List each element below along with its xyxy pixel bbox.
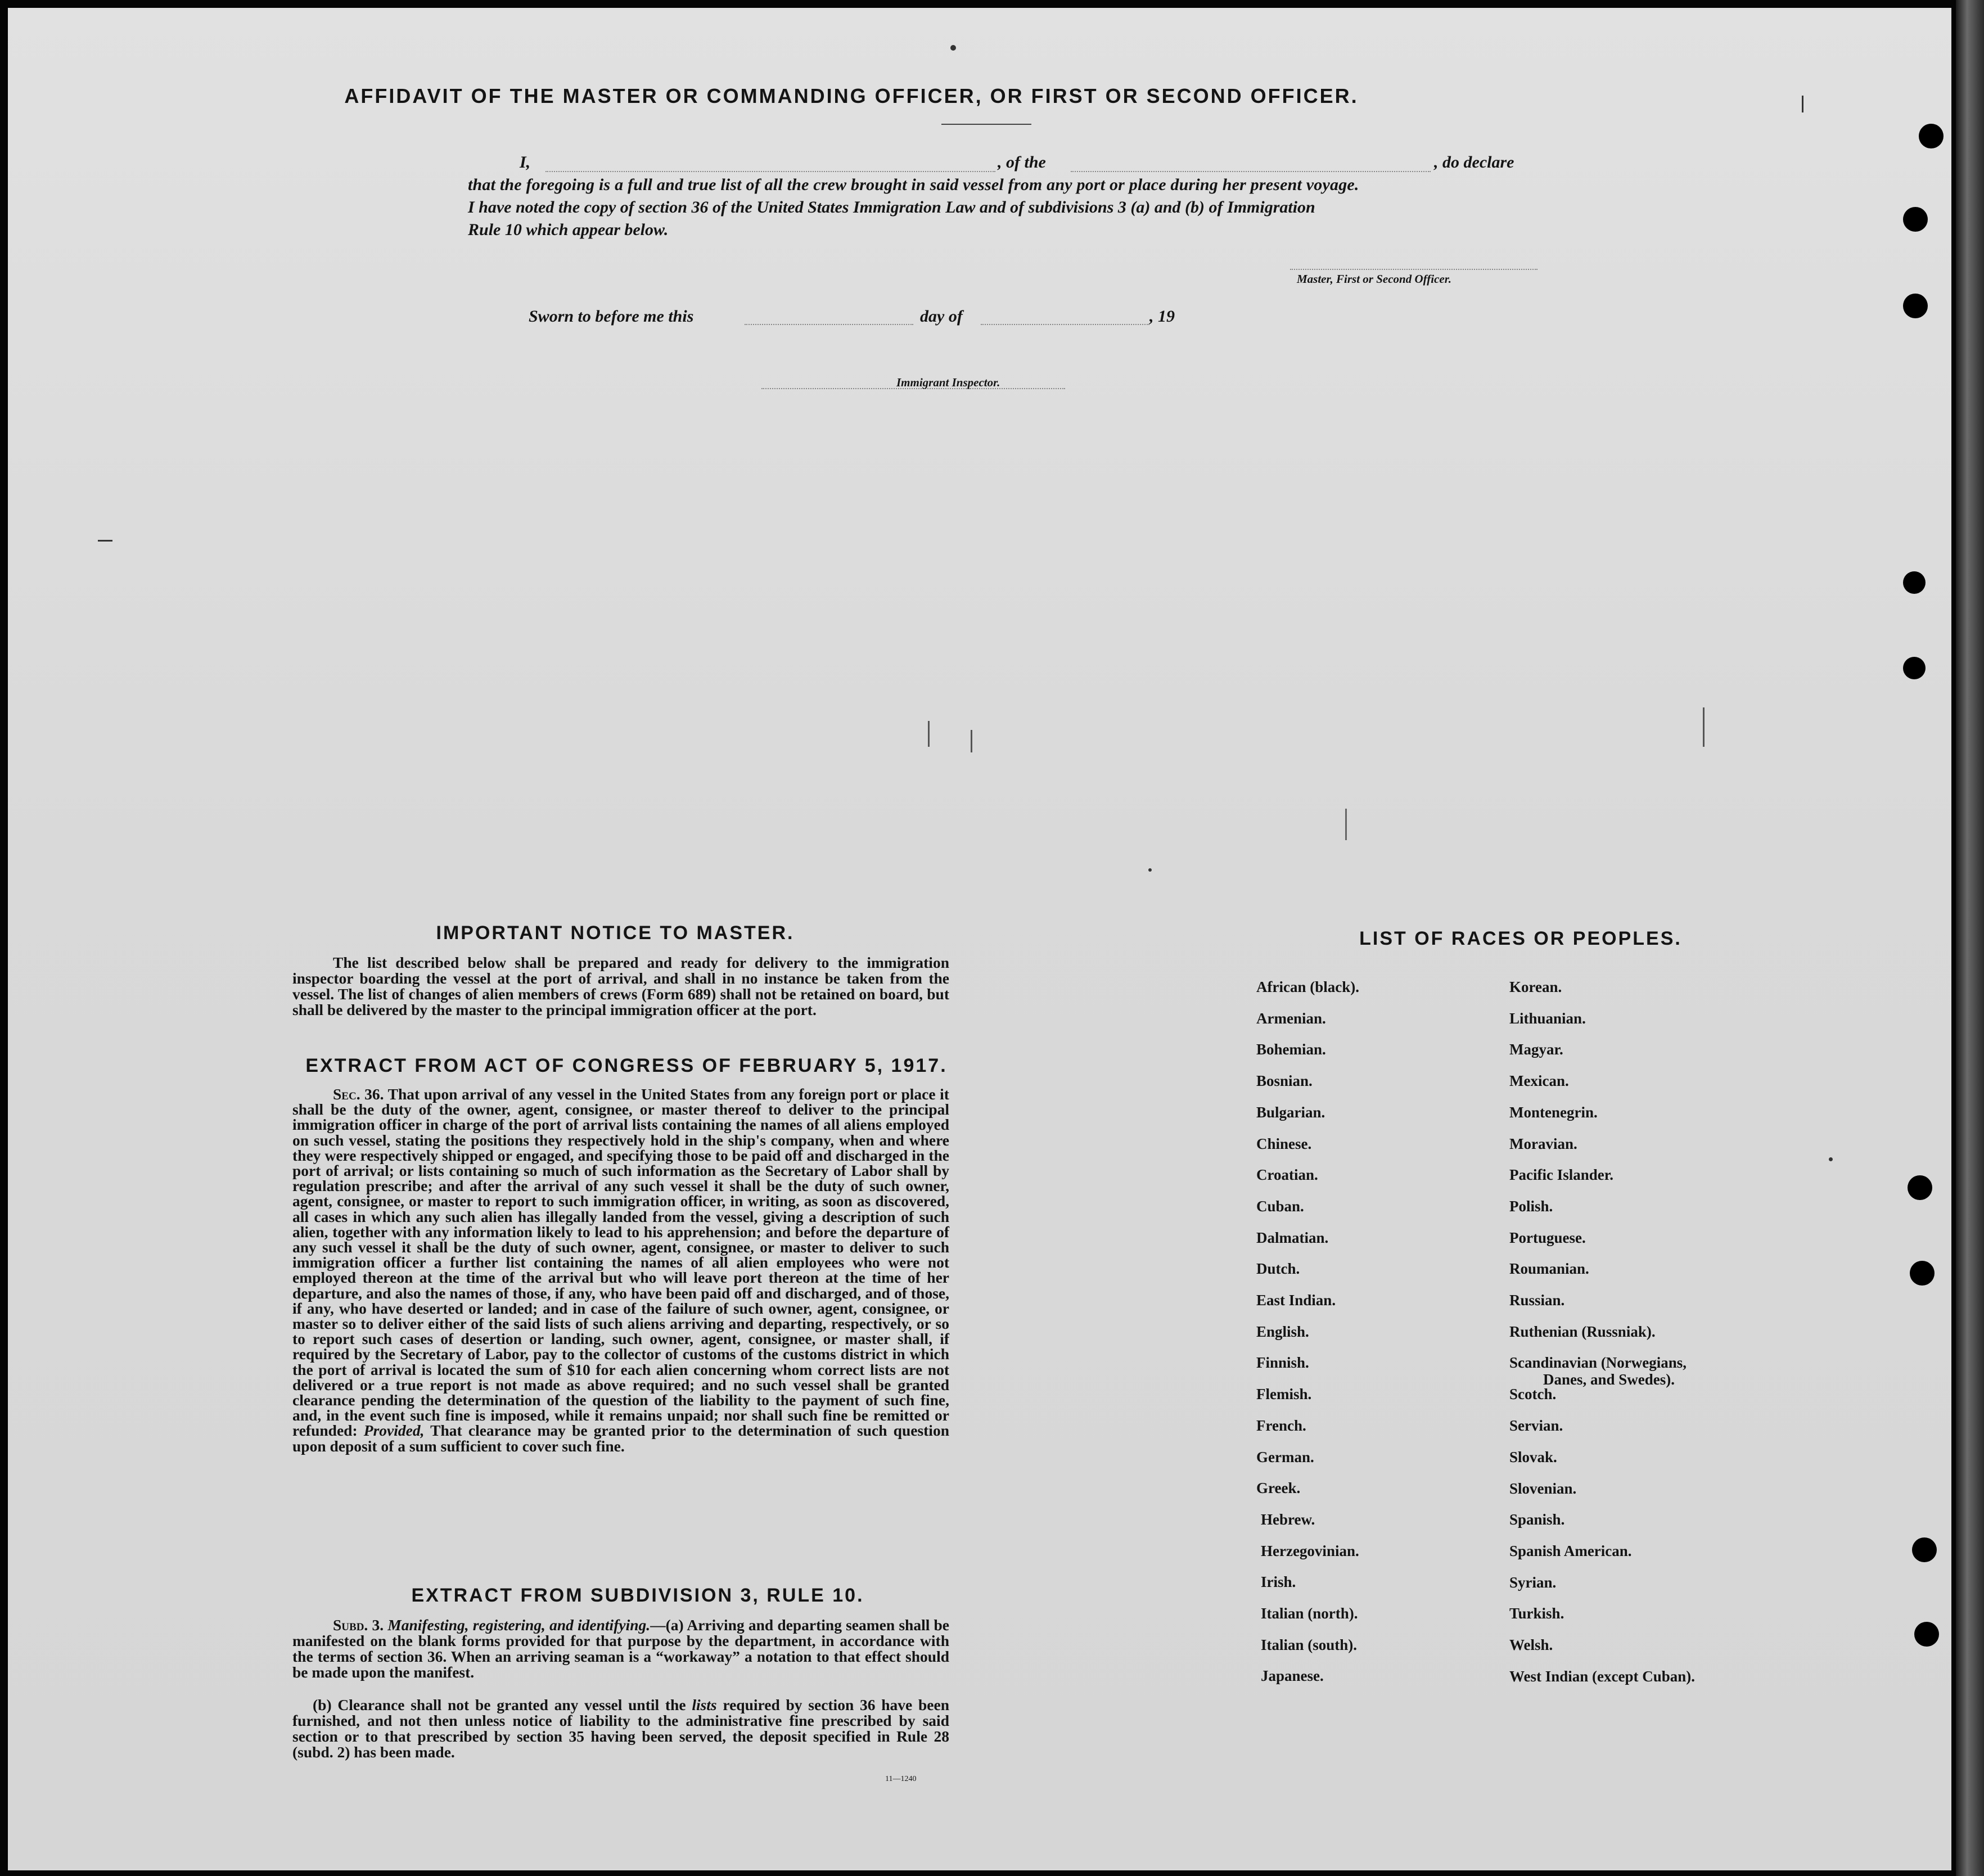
race-item: German. <box>1256 1448 1314 1465</box>
sec-36-body: That upon arrival of any vessel in the United States from any foreign port or place it shall be the duty of the owner, agent, consignee, or master thereof to deliver to the principal immigration officer in charge of the port of arrival lists containing the names of all aliens employed on such vessel, stating the positions they respectively hold in the ship's company, when and where they were respectively shipped or engaged, and specifying those to be paid off and discharged in the port of arrival; or lists containing so much of such information as the Secretary of Labor shall by regulation prescribe; and after the arrival of any such vessel it shall be the duty of such owner, agent, consignee, or master to report to such immigration officer, in writing, as soon as discovered, all cases in which any such alien has illegally landed from the vessel, giving a description of such alien, together with any information likely to lead to his apprehension; and before the departure of any such vessel it shall be the duty of such owner, agent, consignee, or master to deliver to such immigration officer a further list containing the names of all alien employees who were not employed thereon at the time of the arrival but who will leave port thereon at the time of her departure, and also the names of those, if any, who have been paid off and discharged, and of those, if any, who have deserted or landed; and in case of the failure of such owner, agent, consignee, or master so to deliver either of the said lists of such aliens arriving and departing, respectively, or so to report such cases of desertion or landing, such owner, agent, consignee, or master shall, if required by the Secretary of Labor, pay to the collector of customs of the customs district in which the port of arrival is located the sum of $10 for each alien concerning whom correct lists are not delivered or a true report is not made as above required; and no such vessel shall be granted clearance pending the determination of the question of the liability to the payment of such fine, and, in the event such fine is imposed, while it remains unpaid; nor shall such fine be remitted or refunded: <box>292 1085 949 1440</box>
subd-label: Subd. 3. <box>333 1616 384 1634</box>
subd-a-text <box>292 1617 949 1680</box>
scan-speck <box>1829 1157 1833 1161</box>
race-item: Bohemian. <box>1256 1041 1326 1058</box>
scan-speck <box>1148 868 1152 872</box>
race-item: Russian. <box>1509 1292 1565 1309</box>
race-item: Armenian. <box>1256 1009 1326 1027</box>
sec-36-end: That clearance may be granted prior to the determination of such question upon deposit of a sum sufficient to cover such fine. <box>292 1422 949 1455</box>
scan-speck <box>950 45 956 51</box>
notice-title: IMPORTANT NOTICE TO MASTER. <box>436 922 795 944</box>
race-item: Ruthenian (Russniak). <box>1509 1323 1656 1340</box>
subd-heading: Manifesting, registering, and identifying. <box>387 1616 651 1634</box>
subd-b-rest: required by section 36 have been furnished, and not then unless notice of liability to the administrative fine prescribed by said section or to that prescribed by section 35 having been served, the deposit specified in Rule 28 (subd. 2) has been made. <box>292 1696 949 1761</box>
race-item: Bosnian. <box>1256 1072 1313 1090</box>
race-item: Slovenian. <box>1509 1480 1577 1497</box>
race-item: Pacific Islander. <box>1509 1166 1613 1184</box>
race-item: Croatian. <box>1256 1166 1318 1184</box>
title-underline <box>941 124 1031 125</box>
notice-text: The list described below shall be prepared and ready for delivery to the immigration inspector boarding the vessel at the port of arrival, and shall in no instance be taken from the vessel. The list of changes of alien members of crews (Form 689) shall not be retained on board, but shall be delivered by the master to the principal immigration officer at the port. <box>292 954 949 1018</box>
affidavit-declare: , do declare <box>1434 153 1514 172</box>
race-item: West Indian (except Cuban). <box>1509 1667 1696 1685</box>
scan-mark <box>1802 96 1803 112</box>
race-item: Spanish American. <box>1509 1542 1632 1559</box>
race-item: Chinese. <box>1256 1135 1312 1152</box>
punch-hole <box>1914 1622 1939 1647</box>
document-page <box>8 8 1951 1870</box>
race-item: Mexican. <box>1509 1072 1569 1090</box>
sworn-label: Sworn to before me this <box>529 307 694 326</box>
punch-hole <box>1903 571 1926 594</box>
scan-mark <box>928 721 930 747</box>
race-item: Servian. <box>1509 1417 1563 1435</box>
race-item: Cuban. <box>1256 1197 1304 1215</box>
scan-mark <box>1345 809 1347 840</box>
races-title: LIST OF RACES OR PEOPLES. <box>1359 928 1682 949</box>
affidavit-line-2: that the foregoing is a full and true list of all the crew brought in said vessel from any port or place during her present voyage. <box>468 175 1359 194</box>
race-item: Korean. <box>1509 978 1562 995</box>
race-item: Spanish. <box>1509 1511 1565 1528</box>
vessel-blank[interactable] <box>1071 171 1431 172</box>
affidavit-title: AFFIDAVIT OF THE MASTER OR COMMANDING OFFICER, OR FIRST OR SECOND OFFICER. <box>344 84 1359 107</box>
subd-b-lists: lists <box>692 1696 717 1713</box>
race-item: Bulgarian. <box>1256 1103 1325 1121</box>
race-item: Turkish. <box>1509 1605 1564 1622</box>
inspector-label: Immigrant Inspector. <box>896 376 1000 389</box>
race-item: Slovak. <box>1509 1448 1557 1465</box>
punch-hole <box>1912 1537 1937 1562</box>
day-of-label: day of <box>920 307 963 326</box>
subd-b-text <box>292 1697 949 1760</box>
scan-mark <box>971 730 972 752</box>
race-item: Dalmatian. <box>1256 1229 1329 1246</box>
punch-hole <box>1908 1175 1932 1200</box>
extract-rule-title: EXTRACT FROM SUBDIVISION 3, RULE 10. <box>411 1585 864 1606</box>
name-blank[interactable] <box>545 171 995 172</box>
race-item: Scotch. <box>1509 1386 1557 1403</box>
race-item: Irish. <box>1261 1573 1296 1591</box>
punch-hole <box>1919 124 1944 148</box>
form-number: 11—1240 <box>885 1775 917 1783</box>
scan-edge <box>1956 0 1984 1876</box>
race-item: Flemish. <box>1256 1386 1312 1403</box>
race-item: Hebrew. <box>1261 1510 1315 1528</box>
affidavit-i: I, <box>520 153 531 172</box>
race-item: African (black). <box>1256 978 1359 995</box>
race-item: Roumanian. <box>1509 1260 1589 1278</box>
race-item: Finnish. <box>1256 1354 1309 1372</box>
race-item: East Indian. <box>1256 1292 1336 1309</box>
sworn-month-blank[interactable] <box>981 324 1149 325</box>
affidavit-line-3: I have noted the copy of section 36 of the United States Immigration Law and of subdivisions 3 (a) and (b) of Immigration <box>468 198 1315 217</box>
race-item: Lithuanian. <box>1509 1009 1586 1027</box>
race-item: Portuguese. <box>1509 1229 1586 1246</box>
punch-hole <box>1903 657 1926 679</box>
race-item: Japanese. <box>1261 1667 1324 1685</box>
section-36-text <box>292 1086 949 1454</box>
subd-b-start: (b) Clearance shall not be granted any vessel until the <box>313 1696 686 1713</box>
race-item: French. <box>1256 1417 1306 1434</box>
punch-hole <box>1903 294 1928 318</box>
punch-hole <box>1910 1261 1935 1286</box>
provided-word: Provided, <box>363 1422 425 1440</box>
subd-a-body: —(a) Arriving and departing seamen shall be manifested on the blank forms provided for that purpose by the department, in accordance with the terms of section 36. When an arriving seaman is a “workaway” a notation to that effect should be made upon the manifest. <box>292 1616 950 1681</box>
race-item: Italian (south). <box>1261 1636 1358 1653</box>
race-item: Dutch. <box>1256 1260 1300 1278</box>
scan-mark <box>1703 707 1705 747</box>
punch-hole <box>1903 207 1928 232</box>
race-item: Scandinavian (Norwegians, <box>1509 1354 1687 1372</box>
affidavit-of-the: , of the <box>998 153 1046 172</box>
signature-blank[interactable] <box>1290 269 1537 270</box>
race-item: Greek. <box>1256 1480 1301 1497</box>
race-item: Montenegrin. <box>1509 1103 1598 1121</box>
signature-label: Master, First or Second Officer. <box>1297 272 1451 286</box>
race-item: Welsh. <box>1509 1636 1553 1653</box>
race-item: Moravian. <box>1509 1135 1577 1152</box>
affidavit-line-4: Rule 10 which appear below. <box>468 220 669 239</box>
scan-mark <box>98 540 112 542</box>
extract-act-title: EXTRACT FROM ACT OF CONGRESS OF FEBRUARY 5, 1917. <box>305 1055 948 1076</box>
sec-label: Sec. 36. <box>333 1085 384 1103</box>
race-item: Italian (north). <box>1261 1605 1358 1622</box>
year-label: , 19 <box>1149 307 1175 326</box>
sworn-day-blank[interactable] <box>745 324 913 325</box>
race-item: Polish. <box>1509 1197 1553 1215</box>
race-item: English. <box>1256 1323 1309 1340</box>
race-item: Magyar. <box>1509 1041 1563 1058</box>
race-item: Syrian. <box>1509 1573 1557 1591</box>
race-item: Danes, and Swedes). <box>1543 1371 1675 1388</box>
race-item: Herzegovinian. <box>1261 1542 1359 1559</box>
